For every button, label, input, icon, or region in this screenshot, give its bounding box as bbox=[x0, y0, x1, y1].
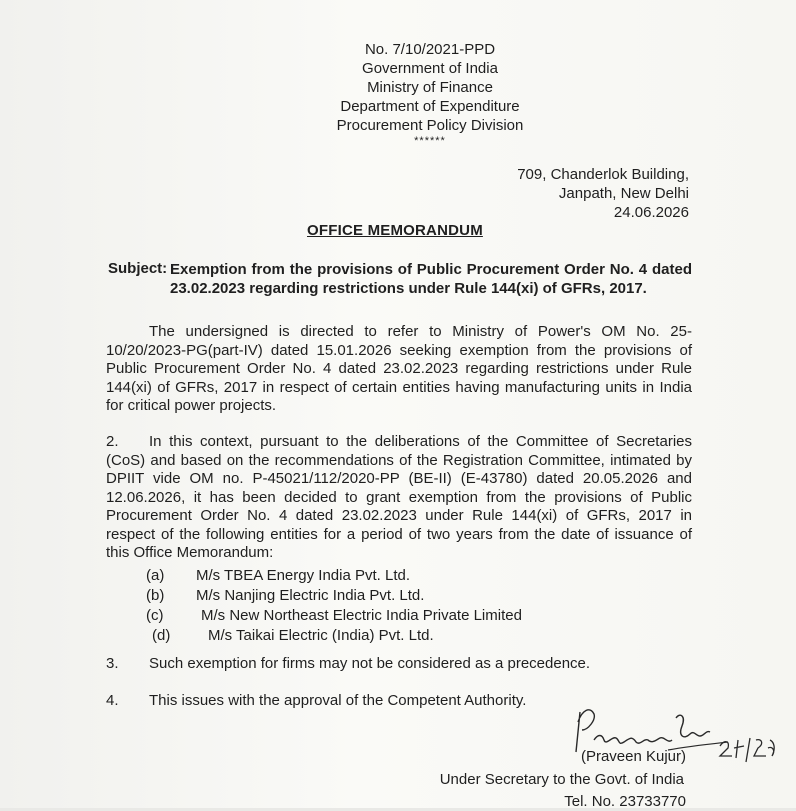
signatory-designation: Under Secretary to the Govt. of India bbox=[439, 771, 684, 788]
list-item-label: (a) bbox=[146, 567, 165, 584]
division-name: Procurement Policy Division bbox=[336, 117, 524, 134]
address-line-2: Janpath, New Delhi bbox=[558, 185, 689, 202]
entity-name: M/s TBEA Energy India Pvt. Ltd. bbox=[196, 567, 410, 584]
entity-name: M/s New Northeast Electric India Private Limited bbox=[201, 607, 522, 624]
paragraph-4-text: This issues with the approval of the Competent Authority. bbox=[149, 692, 527, 709]
subject-label: Subject: bbox=[108, 260, 168, 277]
paragraph-1: The undersigned is directed to refer to Ministry of Power's OM No. 25-10/20/2023-PG(part-IV) dated 15.01.2026 seeking exemption from the provisions of Public Procurement Order No. 4 dated 23.02.2023 regarding restrictions under Rule 144(xi) of GFRs, 2017 in respect of certain entities having manufacturing units in India for critical power projects. bbox=[106, 323, 692, 414]
letterhead bbox=[300, 40, 560, 147]
paragraph-3-number: 3. bbox=[106, 655, 119, 672]
office-address bbox=[517, 165, 689, 222]
address-line-1: 709, Chanderlok Building, bbox=[517, 166, 689, 183]
list-item bbox=[146, 607, 522, 624]
subject-text: Exemption from the provisions of Public Procurement Order No. 4 dated 23.02.2023 regarding restrictions under Rule 144(xi) of GFRs, 2017. bbox=[170, 261, 692, 297]
paragraph-2-number: 2. bbox=[106, 433, 119, 450]
list-item-label: (b) bbox=[146, 587, 165, 604]
separator-stars: ****** bbox=[414, 135, 446, 147]
memo-title: OFFICE MEMORANDUM bbox=[307, 222, 483, 239]
list-item bbox=[146, 587, 424, 604]
paragraph-4-number: 4. bbox=[106, 692, 119, 709]
entity-name: M/s Nanjing Electric India Pvt. Ltd. bbox=[196, 587, 425, 604]
signatory-telephone: Tel. No. 23733770 bbox=[564, 793, 686, 810]
memo-date: 24.06.2026 bbox=[613, 204, 689, 221]
entity-name: M/s Taikai Electric (India) Pvt. Ltd. bbox=[208, 627, 434, 644]
paragraph-2-text: In this context, pursuant to the deliberations of the Committee of Secretaries (CoS) and based on the recommendations of the Registration Committee, intimated by DPIIT vide OM no. P-45021/112/2020-PP (BE-II) (E-43780) dated 20.05.2026 and 12.06.2026, it has been decided to grant exemption from the provisions of Public Procurement Order No. 4 dated 23.02.2023 under Rule 144(xi) of GFRs, 2017 in respect of the following entities for a period of two years from the date of issuance of this Office Memorandum: bbox=[106, 433, 692, 561]
department-name: Department of Expenditure bbox=[340, 98, 520, 115]
signatory-name: (Praveen Kujur) bbox=[580, 748, 686, 765]
paragraph-2 bbox=[106, 433, 692, 563]
file-number: No. 7/10/2021-PPD bbox=[364, 41, 496, 58]
list-item-label: (d) bbox=[152, 627, 171, 644]
ministry-name: Ministry of Finance bbox=[367, 79, 493, 96]
list-item bbox=[146, 567, 410, 584]
government-name: Government of India bbox=[362, 60, 498, 77]
list-item-label: (c) bbox=[146, 607, 164, 624]
paragraph-3-text: Such exemption for firms may not be considered as a precedence. bbox=[149, 655, 591, 672]
list-item bbox=[152, 627, 434, 644]
